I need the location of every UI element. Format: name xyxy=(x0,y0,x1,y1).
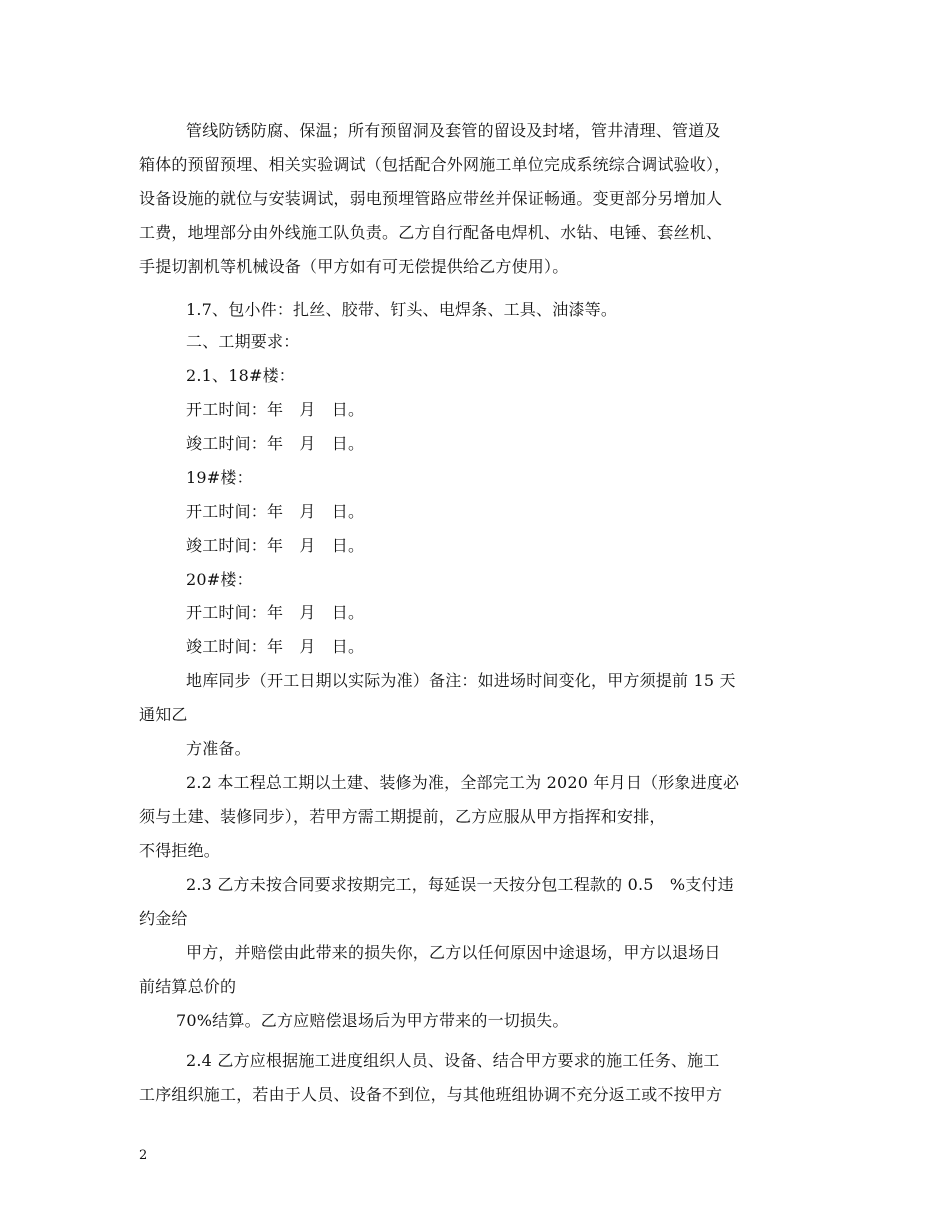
text-line: 约金给 xyxy=(139,909,188,928)
text-line: 前结算总价的 xyxy=(139,977,237,996)
text-line: 1.7、包小件：扎丝、胶带、钉头、电焊条、工具、油漆等。 xyxy=(186,300,618,319)
text-line: 箱体的预留预埋、相关实验调试（包括配合外网施工单位完成系统综合调试验收）， xyxy=(139,155,731,174)
text-line: 甲方，并赔偿由此带来的损失你，乙方以任何原因中途退场，甲方以退场日 xyxy=(186,943,721,962)
section-heading: 二、工期要求： xyxy=(186,332,300,351)
text-line: 开工时间：年 月 日。 xyxy=(186,502,365,521)
text-line: 开工时间：年 月 日。 xyxy=(186,400,365,419)
text-line: 须与土建、装修同步），若甲方需工期提前，乙方应服从甲方指挥和安排， xyxy=(139,807,666,826)
text-line: 不得拒绝。 xyxy=(139,841,221,860)
text-line: 2.2 本工程总工期以土建、装修为准，全部完工为 2020 年月日（形象进度必 xyxy=(186,773,740,792)
text-line: 工序组织施工，若由于人员、设备不到位，与其他班组协调不充分返工或不按甲方 xyxy=(139,1085,723,1104)
text-line: 2.1、18#楼： xyxy=(186,366,296,385)
text-line: 开工时间：年 月 日。 xyxy=(186,603,365,622)
text-line: 手提切割机等机械设备（甲方如有可无偿提供给乙方使用）。 xyxy=(139,257,569,276)
text-line: 19#楼： xyxy=(186,468,253,487)
text-line: 管线防锈防腐、保温；所有预留洞及套管的留设及封堵，管井清理、管道及 xyxy=(186,121,721,140)
text-line: 竣工时间：年 月 日。 xyxy=(186,637,365,656)
text-line: 工费，地埋部分由外线施工队负责。乙方自行配备电焊机、水钻、电锤、套丝机、 xyxy=(139,223,723,242)
text-line: 通知乙 xyxy=(139,705,188,724)
text-line: 2.3 乙方未按合同要求按期完工，每延误一天按分包工程款的 0.5 %支付违 xyxy=(186,875,734,894)
text-line: 2.4 乙方应根据施工进度组织人员、设备、结合甲方要求的施工任务、施工 xyxy=(186,1051,720,1070)
page-number: 2 xyxy=(139,1148,148,1163)
text-line: 竣工时间：年 月 日。 xyxy=(186,434,365,453)
text-line: 竣工时间：年 月 日。 xyxy=(186,536,365,555)
text-line: 方准备。 xyxy=(186,739,251,758)
text-line: 20#楼： xyxy=(186,570,253,589)
text-line: 地库同步（开工日期以实际为准）备注：如进场时间变化，甲方须提前 15 天 xyxy=(186,671,736,690)
text-line: 70%结算。乙方应赔偿退场后为甲方带来的一切损失。 xyxy=(176,1011,569,1030)
text-line: 设备设施的就位与安装调试，弱电预埋管路应带丝并保证畅通。变更部分另增加人 xyxy=(139,189,723,208)
